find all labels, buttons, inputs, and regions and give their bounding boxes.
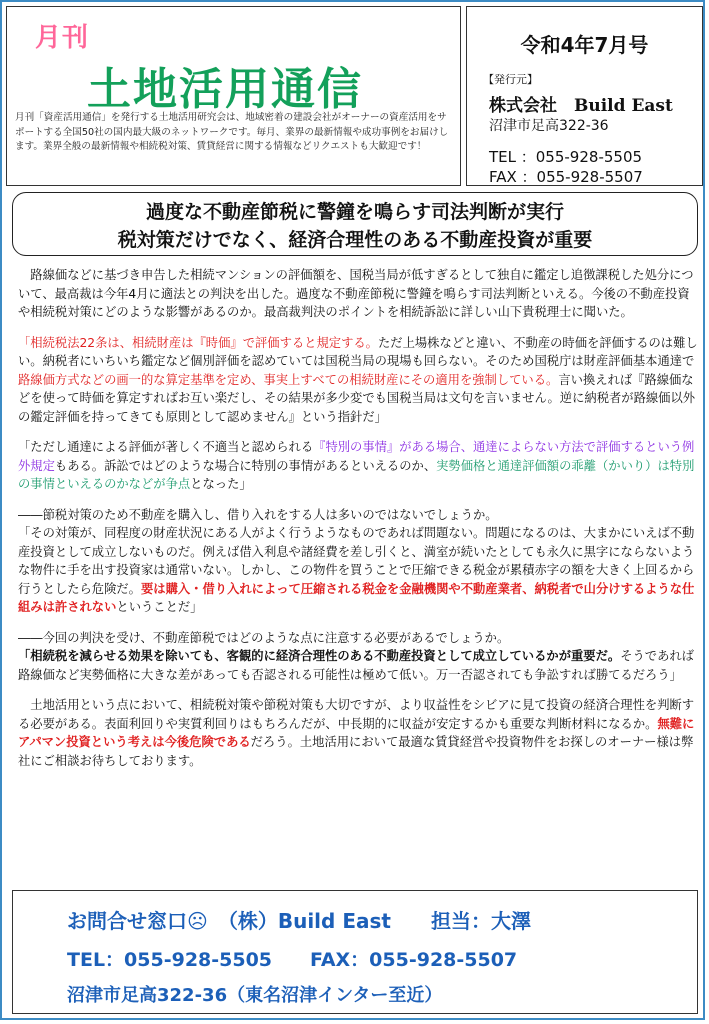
article-text: ということだ」 xyxy=(116,600,203,614)
article-highlight: 要は購入・借り入れによって圧縮される税金を金融機関や不動産業者、納税者で山分けするような仕組みは許されない xyxy=(18,581,695,614)
article-text: 「その対策が、同程度の財産状況にある人がよく行うようなものであれば問題ない。問題になるのは、大まかにいえば不動産投資として成立しないものだ。例えば借入利息や諸経費を差し引くと、満室が続いたとしても永久に黒字にならないような物件に手を出す投資家は通常いない。しかし、この物件を買うことで圧縮できる税金が累積赤字の額を大きく上回るから行うとしたら危険だ。 xyxy=(18,526,695,596)
article-paragraph-3 xyxy=(18,438,698,494)
article-highlight: 実勢価格と通達評価額の乖離（かいり）は特別の事情といえるのかなどが争点 xyxy=(18,458,695,491)
article-highlight: 「相続税を減らせる効果を除いても、客観的に経済合理性のある不動産投資として成立しているかが重要だ。 xyxy=(18,649,621,663)
contact-heading: お問合せ窓口☹ （株）Build East 担当：大澤 xyxy=(67,909,531,933)
newsletter-title: 土地活用通信 xyxy=(87,64,363,115)
article-highlight: 無難にアパマン投資という考えは今後危険である xyxy=(18,716,695,749)
article-text: そうであれば路線価など実勢価格に大きな差があっても否認される可能性は極めて低い。万一否認されても争訟すれば勝てるだろう」 xyxy=(18,649,694,682)
article-paragraph-5 xyxy=(18,629,698,685)
publisher-address: 沼津市足高322-36 xyxy=(489,118,609,134)
contact-phone-fax: TEL：055-928-5505 FAX：055-928-5507 xyxy=(67,949,518,971)
article-question: ――今回の判決を受け、不動産節税ではどのような点に注意する必要があるでしょうか。 xyxy=(18,630,510,645)
publisher-company: 株式会社 Build East xyxy=(489,96,673,116)
article-paragraph-2 xyxy=(18,334,698,427)
issue-date: 令和4年7月号 xyxy=(520,33,649,57)
masthead xyxy=(6,6,461,186)
article-highlight: 路線価方式などの画一的な算定基準を定め、事実上すべての相続財産にその適用を強制している。 xyxy=(18,372,559,387)
publisher-box xyxy=(466,6,703,186)
article-text: 路線価などに基づき申告した相続マンションの評価額を、国税当局が低すぎるとして独自に鑑定し追徴課税した処分について、最高裁は今年4月に適法との判決を出した。過度な不動産節税に警鐘を鳴らす司法判断といえる。今後の不動産投資や相続税対策にどのような影響があるのか。最高裁判決のポイントを相続訴訟に詳しい山下貴税理士に聞いた。 xyxy=(18,268,694,319)
article-body xyxy=(18,266,698,782)
contact-box xyxy=(12,890,698,1014)
article-paragraph-6 xyxy=(18,696,698,770)
article-text: もある。訴訟ではどのような場合に特別の事情があるといえるのか、 xyxy=(54,458,437,473)
article-paragraph-1 xyxy=(18,266,698,322)
article-text: となった」 xyxy=(190,477,252,491)
publisher-label: 【発行元】 xyxy=(483,73,538,86)
article-text: ただ上場株などと違い、不動産の時価を評価するのは難しい。納税者にいちいち鑑定など個別評価を認めていては国税当局の現場も回らない。そのため国税庁は財産評価基本通達で xyxy=(18,335,698,368)
article-highlight: 『特別の事情』がある場合、通達によらない方法で評価するという例外規定 xyxy=(18,440,695,473)
intro-text: 月刊「資産活用通信」を発行する土地活用研究会は、地域密着の建設会社がオーナーの資産活用をサポートする全国50社の国内最大級のネットワークです。毎月、業界の最新情報や成功事例をお届けします。業界全般の最新情報や相続税対策、賃貸経営に関する情報などリクエストも大歓迎です！ xyxy=(15,112,449,152)
monthly-label: 月刊 xyxy=(35,23,90,53)
publisher-fax: FAX ：055-928-5507 xyxy=(489,168,643,186)
article-text: 「ただし通達による評価が著しく不適当と認められる xyxy=(18,440,314,454)
article-text: だろう。土地活用において最適な賃貸経営や投資物件をお探しのオーナー様は弊社にご相談お待ちしております。 xyxy=(18,735,694,768)
article-question: ――節税対策のため不動産を購入し、借り入れをする人は多いのではないでしょうか。 xyxy=(18,507,498,522)
publisher-tel: TEL ：055-928-5505 xyxy=(489,148,643,166)
article-paragraph-4 xyxy=(18,506,698,617)
article-text: 言い換えれば『路線価などを使って時価を算定すればお互い楽だし、その結果が多少変でも国税当局は文句を言いません。逆に納税者が路線価以外の鑑定評価を持ってきても原則として認めません』という指針だ」 xyxy=(18,372,696,424)
headline-box xyxy=(12,192,698,256)
article-highlight: 「相続税法22条は、相続財産は『時価』で評価すると規定する。 xyxy=(18,335,378,350)
headline-line-2: 税対策だけでなく、経済合理性のある不動産投資が重要 xyxy=(117,229,593,251)
article-text: 土地活用という点において、相続税対策や節税対策も大切ですが、より収益性をシビアに見て投資の経済合理性を判断する必要がある。表面利回りや実質利回りはもちろんだが、中長期的に収益が安定するかも重要な判断材料になるか。 xyxy=(18,698,695,731)
contact-address: 沼津市足高322-36（東名沼津インター至近） xyxy=(67,985,443,1006)
headline-line-1: 過度な不動産節税に警鐘を鳴らす司法判断が実行 xyxy=(145,201,564,223)
